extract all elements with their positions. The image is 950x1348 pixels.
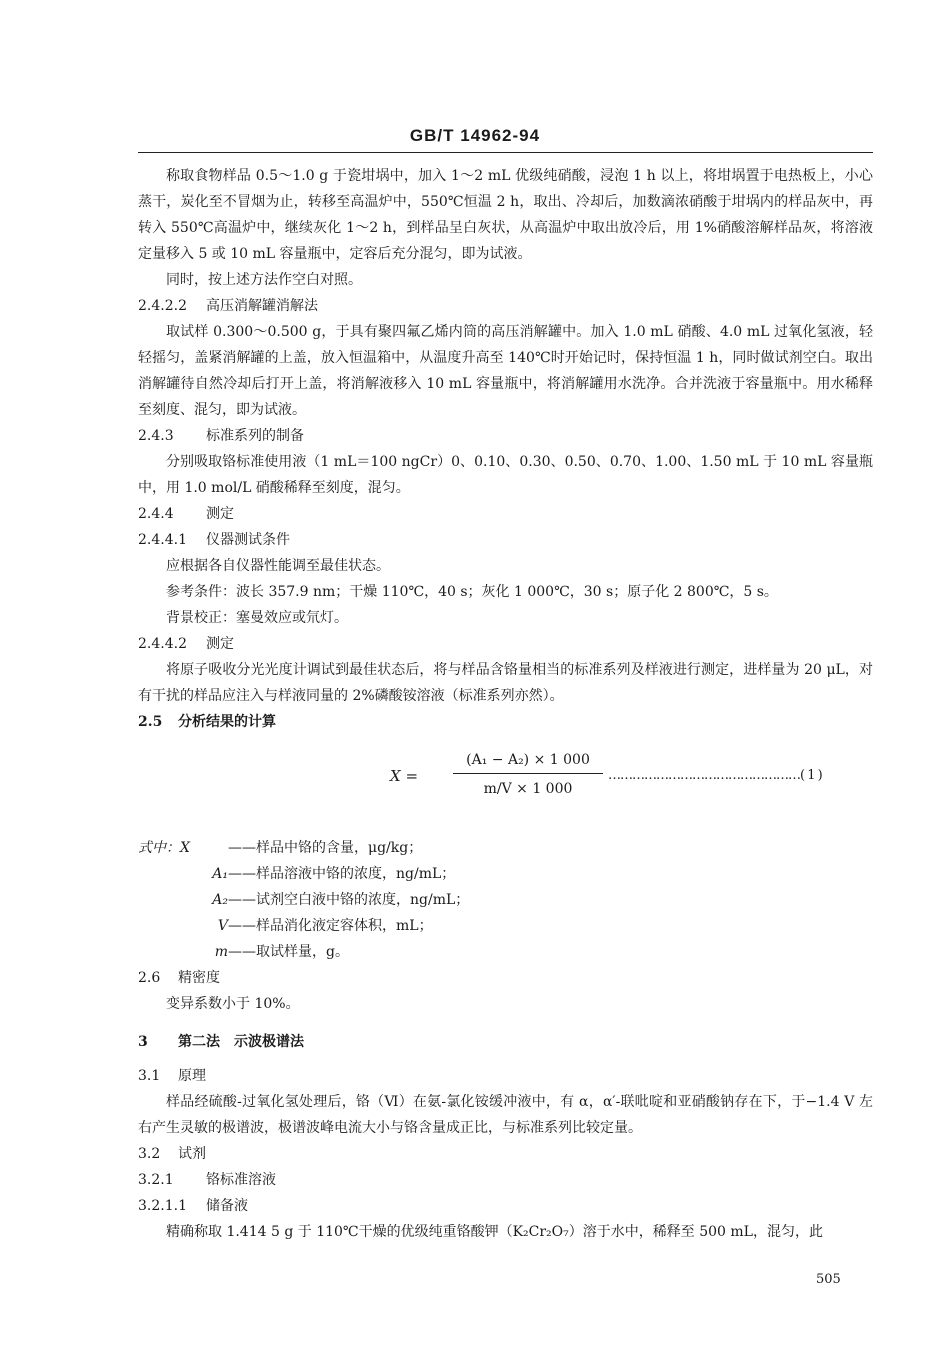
section-heading — [138, 1167, 873, 1193]
section-title: 试剂 — [178, 1146, 206, 1162]
section-number: 2.5 — [138, 714, 163, 730]
paragraph: 变异系数小于 10%。 — [166, 996, 300, 1012]
section-number: 3.2.1.1 — [138, 1198, 187, 1214]
paragraph: 样品经硫酸-过氧化氢处理后，铬（Ⅵ）在氨-氯化铵缓冲液中，有 α，α′-联吡啶和亚硝酸钠存在下，于−1.4 V 左右产生灵敏的极谱波，极谱波峰电流大小与铬含量成正比，与标准系列比较定量。 — [138, 1094, 873, 1136]
paragraph: 同时，按上述方法作空白对照。 — [166, 272, 362, 288]
header-rule — [138, 152, 873, 153]
section-title: 原理 — [178, 1068, 206, 1084]
paragraph: 背景校正：塞曼效应或氘灯。 — [166, 610, 348, 626]
page-number: 505 — [816, 1272, 841, 1287]
paragraph: 应根据各自仪器性能调至最佳状态。 — [166, 558, 390, 574]
variable-desc: ——样品中铬的含量，μg/kg； — [228, 840, 423, 856]
section-heading — [138, 1141, 873, 1167]
variable-symbol: A₂ — [212, 892, 228, 908]
paragraph: 参考条件：波长 357.9 nm；干燥 110℃，40 s；灰化 1 000℃，30 s；原子化 2 800℃，5 s。 — [166, 584, 778, 600]
section-heading — [138, 631, 873, 657]
variable-desc: ——试剂空白液中铬的浓度，ng/mL； — [228, 892, 470, 908]
section-heading — [138, 1029, 873, 1055]
section-heading — [138, 709, 873, 735]
section-number: 3.2 — [138, 1146, 161, 1162]
section-number: 2.4.4 — [138, 506, 174, 522]
section-title: 测定 — [206, 636, 234, 652]
section-heading — [138, 965, 873, 991]
formula-1 — [138, 741, 873, 817]
section-title: 测定 — [206, 506, 234, 522]
variable-symbol: V — [217, 918, 228, 934]
section-number: 3.1 — [138, 1068, 161, 1084]
document-header: GB/T 14962-94 — [409, 126, 541, 145]
section-title: 仪器测试条件 — [206, 532, 290, 548]
paragraph: 取试样 0.300～0.500 g，于具有聚四氟乙烯内筒的高压消解罐中。加入 1.0 mL 硝酸、4.0 mL 过氧化氢液，轻轻摇匀，盖紧消解罐的上盖，放入恒温箱中，从温度升高至 140℃时开始记时，保持恒温 1 h，同时做试剂空白。取出消解罐待自然冷却后打开上盖，将消解液移入 10 mL 容量瓶中，将消解罐用水洗净。合并洗液于容量瓶中。用水稀释至刻度、混匀，即为试液。 — [138, 324, 873, 418]
section-title: 标准系列的制备 — [206, 428, 304, 444]
formula-denominator: m/V × 1 000 — [483, 781, 573, 797]
section-number: 3 — [138, 1034, 148, 1050]
section-title: 精密度 — [178, 970, 220, 986]
variable-symbol: A₁ — [212, 866, 228, 882]
section-number: 3.2.1 — [138, 1172, 174, 1188]
paragraph: 分别吸取铬标准使用液（1 mL＝100 ngCr）0、0.10、0.30、0.50、0.70、1.00、1.50 mL 于 10 mL 容量瓶中，用 1.0 mol/L 硝酸稀释至刻度，混匀。 — [138, 454, 873, 496]
formula-leader — [608, 763, 873, 789]
section-heading — [138, 293, 873, 319]
variable-desc: ——样品溶液中铬的浓度，ng/mL； — [228, 866, 456, 882]
section-title: 储备液 — [206, 1198, 248, 1214]
variable-symbol: m — [214, 944, 228, 960]
variable-row — [138, 835, 873, 861]
section-heading — [138, 423, 873, 449]
section-heading — [138, 527, 873, 553]
variable-row — [138, 887, 873, 913]
leader-dots: ………………………………………… — [608, 768, 800, 783]
variable-symbol: 式中：X — [138, 840, 190, 856]
section-heading — [138, 501, 873, 527]
paragraph: 将原子吸收分光光度计调试到最佳状态后，将与样品含铬量相当的标准系列及样液进行测定，进样量为 20 μL，对有干扰的样品应注入与样液同量的 2%磷酸铵溶液（标准系列亦然）。 — [138, 662, 873, 704]
section-number: 2.4.2.2 — [138, 298, 187, 314]
section-heading — [138, 1193, 873, 1219]
formula-fraction — [453, 749, 603, 800]
formula-numerator: (A₁ − A₂) × 1 000 — [453, 749, 603, 774]
section-title: 分析结果的计算 — [178, 714, 276, 730]
section-number: 2.4.4.1 — [138, 532, 187, 548]
formula-lhs: X = — [390, 767, 419, 785]
paragraph: 精确称取 1.414 5 g 于 110℃干燥的优级纯重铬酸钾（K₂Cr₂O₇）溶于水中，稀释至 500 mL，混匀，此 — [166, 1224, 823, 1240]
document-body — [138, 163, 873, 1245]
variable-desc: ——样品消化液定容体积，mL； — [228, 918, 433, 934]
section-heading — [138, 1063, 873, 1089]
section-title: 第二法 示波极谱法 — [178, 1034, 304, 1050]
equation-number: ( 1 ) — [800, 768, 822, 783]
section-number: 2.4.3 — [138, 428, 174, 444]
section-title: 高压消解罐消解法 — [206, 298, 318, 314]
section-title: 铬标准溶液 — [206, 1172, 276, 1188]
paragraph: 称取食物样品 0.5～1.0 g 于瓷坩埚中，加入 1～2 mL 优级纯硝酸，浸泡 1 h 以上，将坩埚置于电热板上，小心蒸干，炭化至不冒烟为止，转移至高温炉中，550℃恒温 2 h，取出、冷却后，加数滴浓硝酸于坩埚内的样品灰中，再转入 550℃高温炉中，继续灰化 1～2 h，到样品呈白灰状，从高温炉中取出放冷后，用 1%硝酸溶解样品灰，将溶液定量移入 5 或 10 mL 容量瓶中，定容后充分混匀，即为试液。 — [138, 168, 873, 262]
variable-row — [138, 939, 873, 965]
variable-row — [138, 861, 873, 887]
variable-list — [138, 835, 873, 965]
variable-row — [138, 913, 873, 939]
variable-desc: ——取试样量，g。 — [228, 944, 349, 960]
section-number: 2.4.4.2 — [138, 636, 187, 652]
section-number: 2.6 — [138, 970, 161, 986]
